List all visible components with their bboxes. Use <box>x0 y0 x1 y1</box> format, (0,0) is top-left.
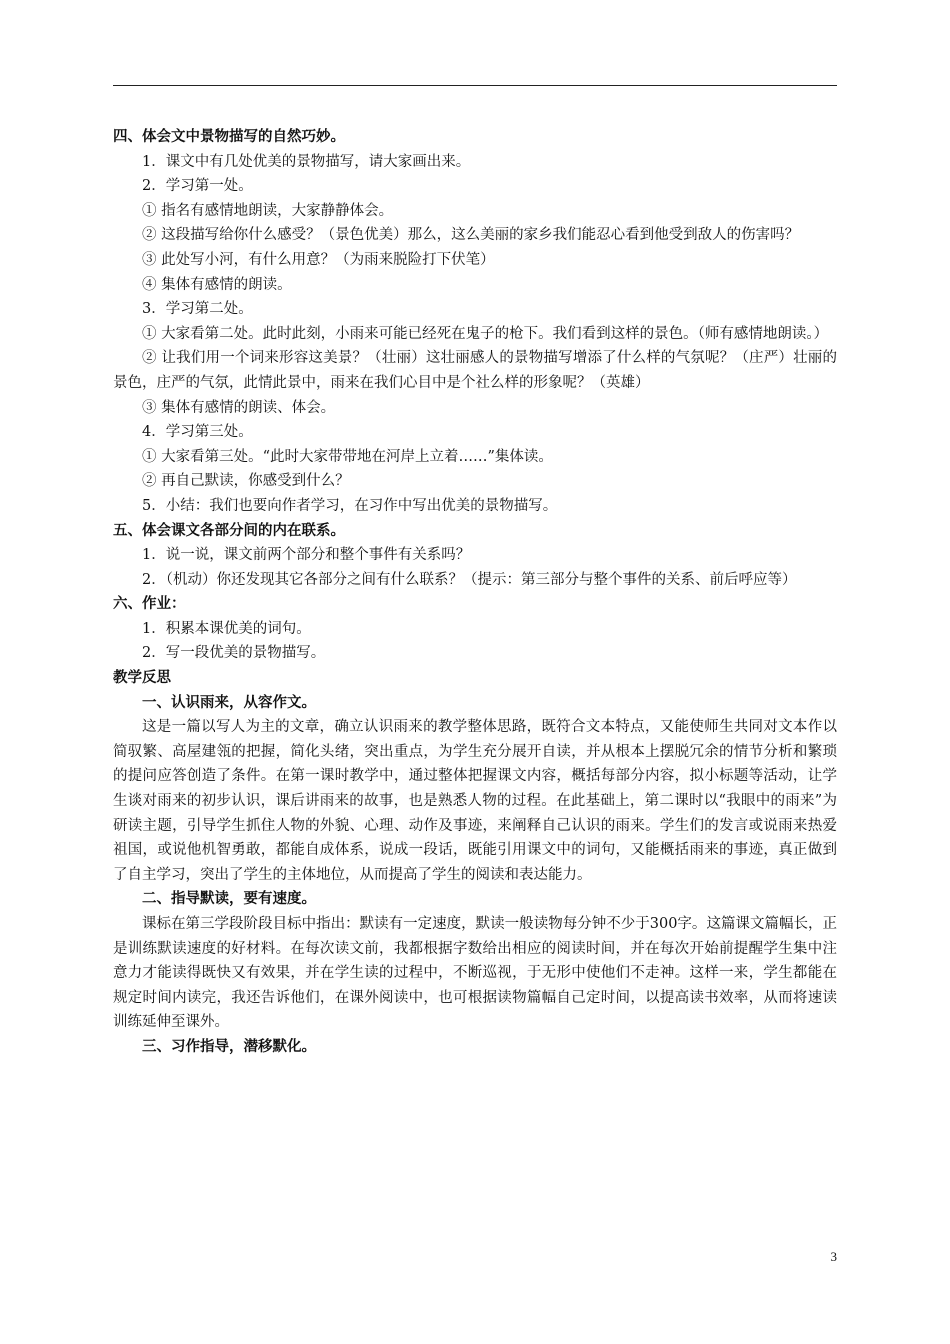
section-heading: 六、作业： <box>113 595 186 613</box>
paragraph: 2．（机动）你还发现其它各部分之间有什么联系？（提示：第三部分与整个事件的关系、前后呼应等） <box>142 571 797 588</box>
paragraph: ③ 此处写小河，有什么用意？（为雨来脱险打下伏笔） <box>142 251 495 268</box>
section-heading: 教学反思 <box>113 669 171 687</box>
paragraph: ② 让我们用一个词来形容这美景？（壮丽）这壮丽感人的景物描写增添了什么样的气氛呢？（庄严）壮丽的景色，庄严的气氛，此情此景中，雨来在我们心目中是个社么样的形象呢？（英雄） <box>113 350 837 391</box>
paragraph: 1．说一说，课文前两个部分和整个事件有关系吗？ <box>142 547 471 564</box>
subsection-heading: 二、指导默读，要有速度。 <box>142 890 316 908</box>
paragraph: ② 再自己默读，你感受到什么？ <box>142 473 350 490</box>
section-heading: 五、体会课文各部分间的内在联系。 <box>113 521 345 539</box>
document-body <box>113 125 837 1060</box>
page-number: 3 <box>830 1249 837 1264</box>
paragraph: 2．写一段优美的景物描写。 <box>142 645 326 662</box>
paragraph: 5．小结：我们也要向作者学习，在习作中写出优美的景物描写。 <box>142 497 558 514</box>
paragraph: ① 大家看第三处。“此时大家带带地在河岸上立着……”集体读。 <box>142 448 553 465</box>
paragraph: 3．学习第二处。 <box>142 301 253 318</box>
paragraph: 1．课文中有几处优美的景物描写，请大家画出来。 <box>142 153 471 170</box>
paragraph: 2．学习第一处。 <box>142 178 253 195</box>
paragraph: 这是一篇以写人为主的文章，确立认识雨来的教学整体思路，既符合文本特点，又能使师生共同对文本作以简驭繁、高屋建瓴的把握，简化头绪，突出重点，为学生充分展开自读，并从根本上摆脱冗余的情节分析和繁琐的提问应答创造了条件。在第一课时教学中，通过整体把握课文内容，概括每部分内容，拟小标题等活动，让学生谈对雨来的初步认识，课后讲雨来的故事，也是熟悉人物的过程。在此基础上，第二课时以“我眼中的雨来”为研读主题，引导学生抓住人物的外貌、心理、动作及事迹，来阐释自己认识的雨来。学生们的发言或说雨来热爱祖国，或说他机智勇敢，都能自成体系，说成一段话，既能引用课文中的词句，又能概括雨来的事迹，真正做到了自主学习，突出了学生的主体地位，从而提高了学生的阅读和表达能力。 <box>113 719 837 883</box>
paragraph: 课标在第三学段阶段目标中指出：默读有一定速度，默读一般读物每分钟不少于300字。这篇课文篇幅长，正是训练默读速度的好材料。在每次读文前，我都根据字数给出相应的阅读时间，并在每次开始前提醒学生集中注意力才能读得既快又有效果，并在学生读的过程中，不断巡视，于无形中使他们不走神。这样一来，学生都能在规定时间内读完，我还告诉他们，在课外阅读中，也可根据读物篇幅自己定时间，以提高读书效率，从而将速读训练延伸至课外。 <box>113 916 837 1031</box>
paragraph: ① 大家看第二处。此时此刻，小雨来可能已经死在鬼子的枪下。我们看到这样的景色。（师有感情地朗读。） <box>142 325 829 342</box>
paragraph: ② 这段描写给你什么感受？（景色优美）那么，这么美丽的家乡我们能忍心看到他受到敌人的伤害吗？ <box>142 227 800 244</box>
subsection-heading: 三、习作指导，潜移默化。 <box>142 1037 316 1055</box>
paragraph: ③ 集体有感情的朗读、体会。 <box>142 399 336 416</box>
paragraph: 4．学习第三处。 <box>142 424 253 441</box>
subsection-heading: 一、认识雨来，从容作文。 <box>142 693 316 711</box>
section-heading: 四、体会文中景物描写的自然巧妙。 <box>113 128 345 145</box>
paragraph: 1．积累本课优美的词句。 <box>142 620 311 637</box>
header-rule <box>113 85 837 86</box>
paragraph: ① 指名有感情地朗读，大家静静体会。 <box>142 202 394 219</box>
paragraph: ④ 集体有感情的朗读。 <box>142 276 292 293</box>
